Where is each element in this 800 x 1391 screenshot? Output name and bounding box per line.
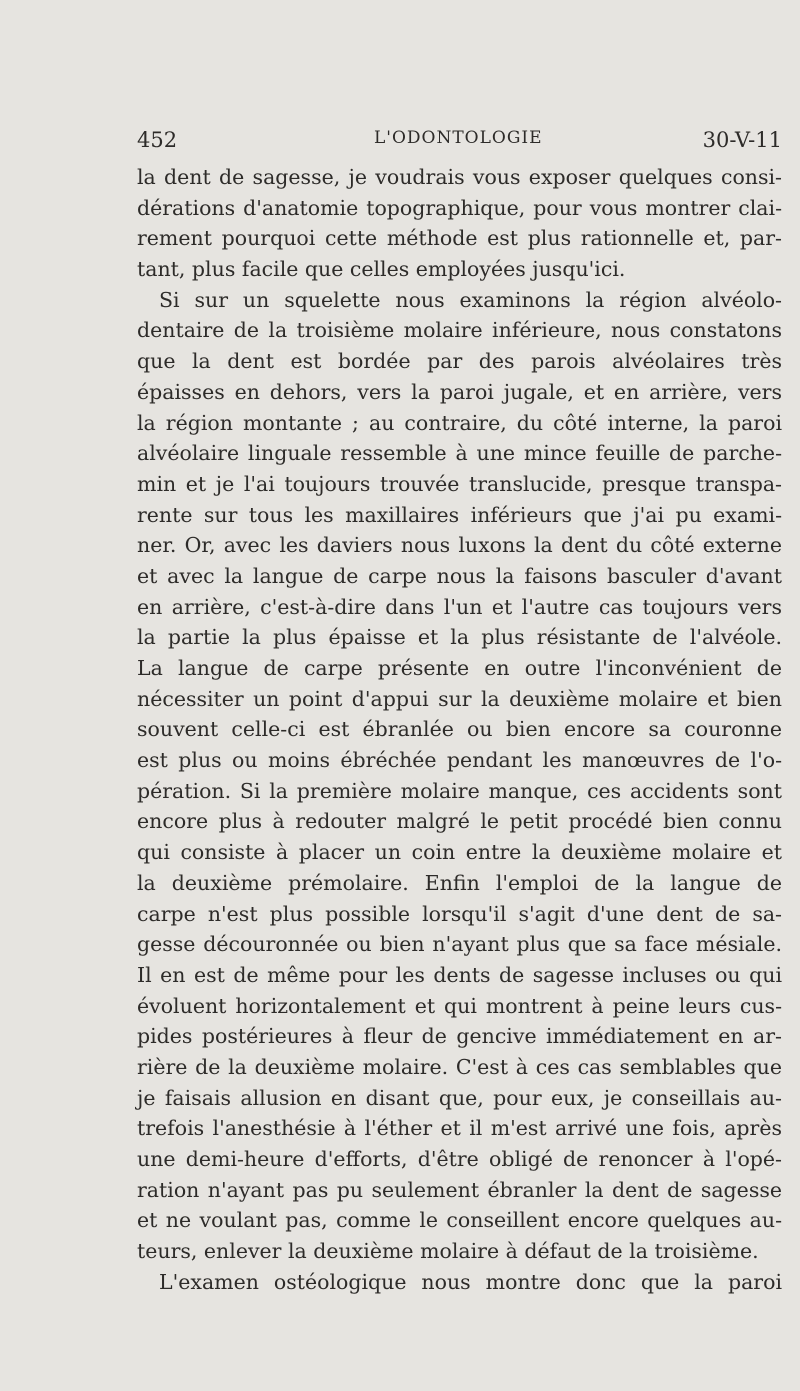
text-line: encore plus à redouter malgré le petit procédé bien connu xyxy=(137,809,782,834)
text-line: trefois l'anesthésie à l'éther et il m'est arrivé une fois, après xyxy=(137,1116,782,1141)
text-line: gesse découronnée ou bien n'ayant plus que sa face mésiale. xyxy=(137,932,782,957)
text-line: ner. Or, avec les daviers nous luxons la dent du côté externe xyxy=(137,533,782,558)
text-line: évoluent horizontalement et qui montrent à peine leurs cus- xyxy=(137,993,782,1018)
text-line: et ne voulant pas, comme le conseillent encore quelques au- xyxy=(137,1208,782,1233)
text-line: ration n'ayant pas pu seulement ébranler la dent de sagesse xyxy=(137,1177,782,1202)
page-header xyxy=(137,128,782,158)
running-title: L'ODONTOLOGIE xyxy=(374,128,543,148)
text-line: que la dent est bordée par des parois alvéolaires très xyxy=(137,349,782,374)
text-line: en arrière, c'est-à-dire dans l'un et l'autre cas toujours vers xyxy=(137,594,782,619)
text-line: et avec la langue de carpe nous la faisons basculer d'avant xyxy=(137,563,782,588)
text-line: je faisais allusion en disant que, pour eux, je conseillais au- xyxy=(137,1085,782,1110)
text-line: La langue de carpe présente en outre l'inconvénient de xyxy=(137,656,782,680)
text-line: la deuxième prémolaire. Enfin l'emploi de la langue de xyxy=(137,870,782,895)
text-line: rente sur tous les maxillaires inférieurs que j'ai pu exami- xyxy=(137,502,782,527)
text-line: la dent de sagesse, je voudrais vous exposer quelques consi- xyxy=(137,165,782,189)
text-line: carpe n'est plus possible lorsqu'il s'agit d'une dent de sa- xyxy=(137,901,782,926)
body-text xyxy=(137,162,782,1297)
text-line: une demi-heure d'efforts, d'être obligé de renoncer à l'opé- xyxy=(137,1147,782,1171)
text-line: alvéolaire linguale ressemble à une mince feuille de parche- xyxy=(137,441,782,466)
text-line: pération. Si la première molaire manque, ces accidents sont xyxy=(137,778,782,803)
text-line: qui consiste à placer un coin entre la deuxième molaire et xyxy=(137,840,782,865)
text-line: épaisses en dehors, vers la paroi jugale, et en arrière, vers xyxy=(137,379,782,404)
text-line: souvent celle-ci est ébranlée ou bien encore sa couronne xyxy=(137,717,782,742)
text-line: rière de la deuxième molaire. C'est à ces cas semblables que xyxy=(137,1054,782,1079)
page-number: 452 xyxy=(137,128,178,152)
text-line: L'examen ostéologique nous montre donc que la paroi xyxy=(159,1269,782,1294)
text-line: min et je l'ai toujours trouvée translucide, presque transpa- xyxy=(137,471,782,496)
text-line: tant, plus facile que celles employées jusqu'ici. xyxy=(137,257,626,282)
text-line: teurs, enlever la deuxième molaire à défaut de la troisième. xyxy=(137,1239,759,1264)
text-line: la région montante ; au contraire, du côté interne, la paroi xyxy=(137,410,782,435)
text-line: pides postérieures à fleur de gencive immédiatement en ar- xyxy=(137,1024,782,1049)
text-line: Si sur un squelette nous examinons la région alvéolo- xyxy=(159,287,782,312)
text-line: dérations d'anatomie topographique, pour vous montrer clai- xyxy=(137,195,782,220)
text-line: nécessiter un point d'appui sur la deuxième molaire et bien xyxy=(137,686,782,711)
text-line: la partie la plus épaisse et la plus résistante de l'alvéole. xyxy=(137,625,782,650)
issue-date: 30-V-11 xyxy=(702,128,782,152)
text-line: Il en est de même pour les dents de sagesse incluses ou qui xyxy=(137,962,782,987)
text-line: est plus ou moins ébréchée pendant les manœuvres de l'o- xyxy=(137,748,782,773)
text-line: rement pourquoi cette méthode est plus rationnelle et, par- xyxy=(137,226,782,251)
text-line: dentaire de la troisième molaire inférieure, nous constatons xyxy=(137,318,782,343)
